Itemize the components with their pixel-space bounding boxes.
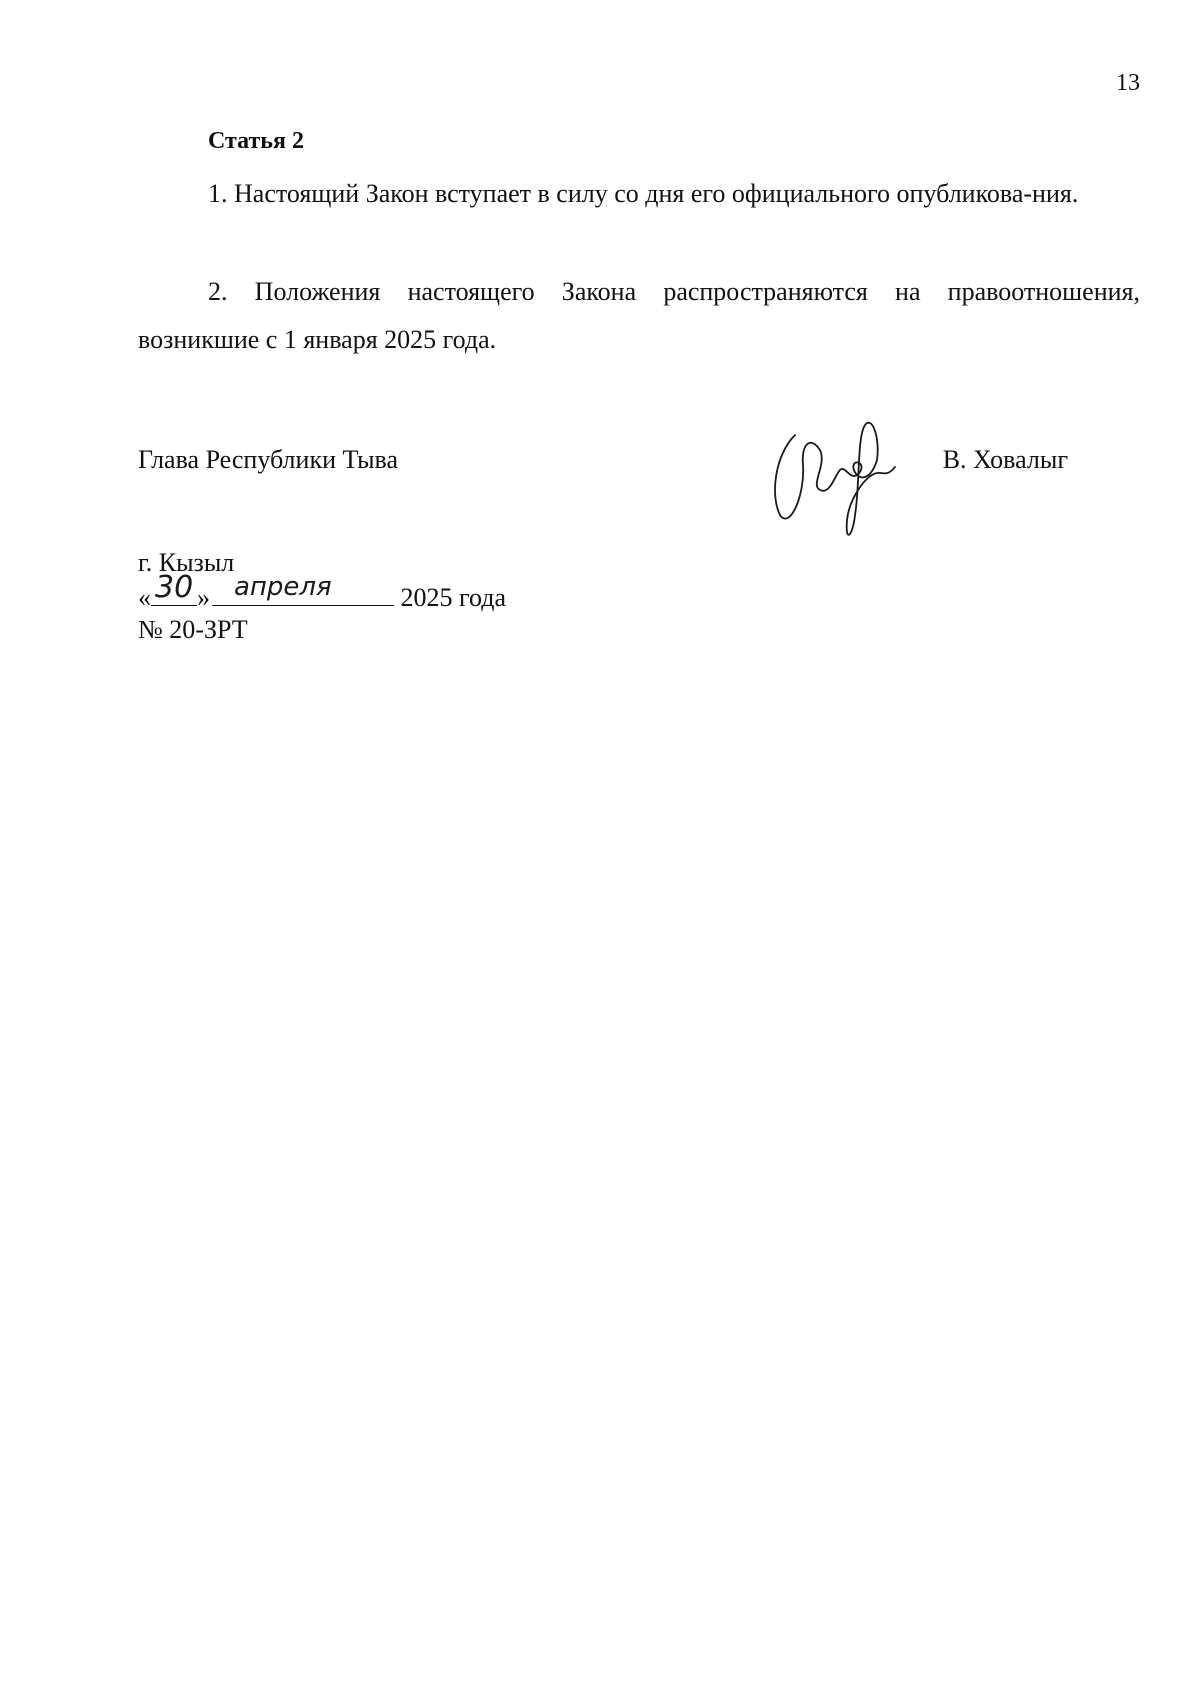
signatory-position: Глава Республики Тыва bbox=[138, 445, 399, 474]
open-quote: « bbox=[138, 583, 151, 612]
date-line bbox=[138, 570, 507, 614]
handwritten-signature bbox=[765, 405, 915, 555]
svg-text:30: 30 bbox=[155, 570, 194, 603]
place-date-block bbox=[138, 547, 506, 646]
article-title: Статья 2 bbox=[208, 128, 304, 154]
handwritten-day bbox=[151, 569, 197, 603]
page-number: 13 bbox=[1116, 70, 1140, 96]
law-number: № 20-ЗРТ bbox=[138, 615, 248, 644]
svg-text:апреля: апреля bbox=[234, 572, 332, 602]
paragraph-2: 2. Положения настоящего Закона распространяются на правоотношения, возникшие с 1 января 2025 года. bbox=[138, 277, 1140, 354]
signature-block bbox=[138, 445, 1068, 485]
month-blank bbox=[212, 572, 394, 606]
city: г. Кызыл bbox=[138, 548, 235, 577]
paragraph-1: 1. Настоящий Закон вступает в силу со дня его официального опубликова-ния. bbox=[208, 179, 1079, 208]
year: 2025 года bbox=[400, 583, 507, 612]
signatory-name: В. Ховалыг bbox=[942, 445, 1068, 474]
close-quote: » bbox=[197, 583, 210, 612]
day-blank bbox=[151, 570, 197, 606]
handwritten-month bbox=[212, 569, 394, 603]
